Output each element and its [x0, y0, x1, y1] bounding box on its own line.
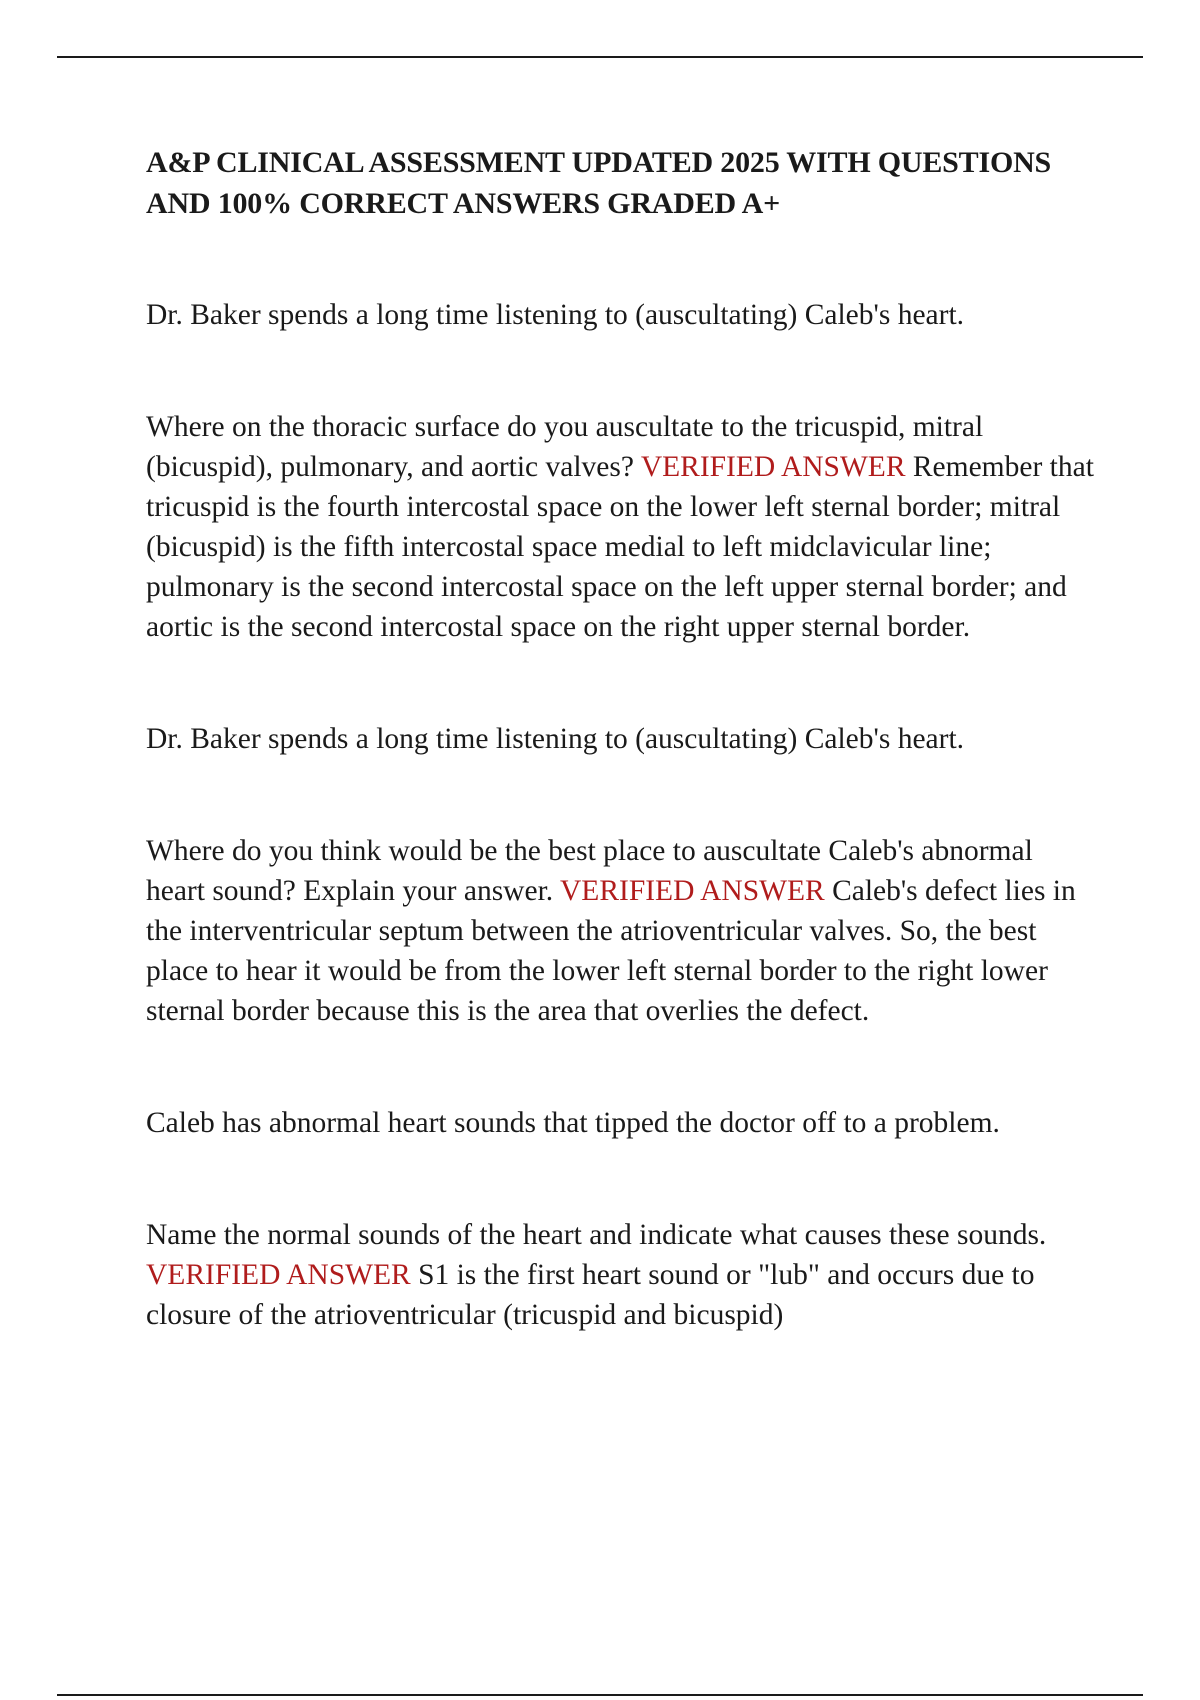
context-paragraph-3: Caleb has abnormal heart sounds that tipped the doctor off to a problem. — [146, 1107, 1000, 1139]
qa-paragraph-3 — [146, 1215, 1096, 1335]
verified-answer-label-3: VERIFIED ANSWER — [146, 1259, 411, 1291]
document-title: A&P CLINICAL ASSESSMENT UPDATED 2025 WITH QUESTIONS AND 100% CORRECT ANSWERS GRADED A+ — [146, 146, 1052, 220]
qa-paragraph-1 — [146, 407, 1096, 647]
bottom-rule — [57, 1694, 1143, 1696]
document-body — [146, 142, 1096, 1335]
answer-text-2: Caleb's defect lies in the interventricular septum between the atrioventricular valves. So, the best place to hear it would be from the lower left sternal border to the right lower sternal border because this is the area that overlies the defect. — [146, 875, 1076, 1027]
question-text-3: Name the normal sounds of the heart and indicate what causes these sounds. — [146, 1219, 1047, 1251]
verified-answer-label-1: VERIFIED ANSWER — [640, 451, 906, 483]
answer-text-3: S1 is the first heart sound or "lub" and occurs due to closure of the atrioventricular (tricuspid and bicuspid) — [146, 1259, 1035, 1331]
question-text-2: Where do you think would be the best place to auscultate Caleb's abnormal heart sound? Explain your answer. — [146, 835, 1033, 907]
context-paragraph-1: Dr. Baker spends a long time listening to (auscultating) Caleb's heart. — [146, 299, 965, 331]
top-rule — [57, 56, 1143, 58]
answer-text-1: Remember that tricuspid is the fourth intercostal space on the lower left sternal border; mitral (bicuspid) is the fifth intercostal space medial to left midclavicular line; pulmonary is the second intercostal space on the left upper sternal border; and aortic is the second intercostal space on the right upper sternal border. — [146, 451, 1094, 643]
question-text-1: Where on the thoracic surface do you auscultate to the tricuspid, mitral (bicuspid), pulmonary, and aortic valves? — [146, 411, 984, 483]
context-paragraph-2: Dr. Baker spends a long time listening to (auscultating) Caleb's heart. — [146, 723, 965, 755]
qa-paragraph-2 — [146, 831, 1096, 1031]
verified-answer-label-2: VERIFIED ANSWER — [560, 875, 825, 907]
